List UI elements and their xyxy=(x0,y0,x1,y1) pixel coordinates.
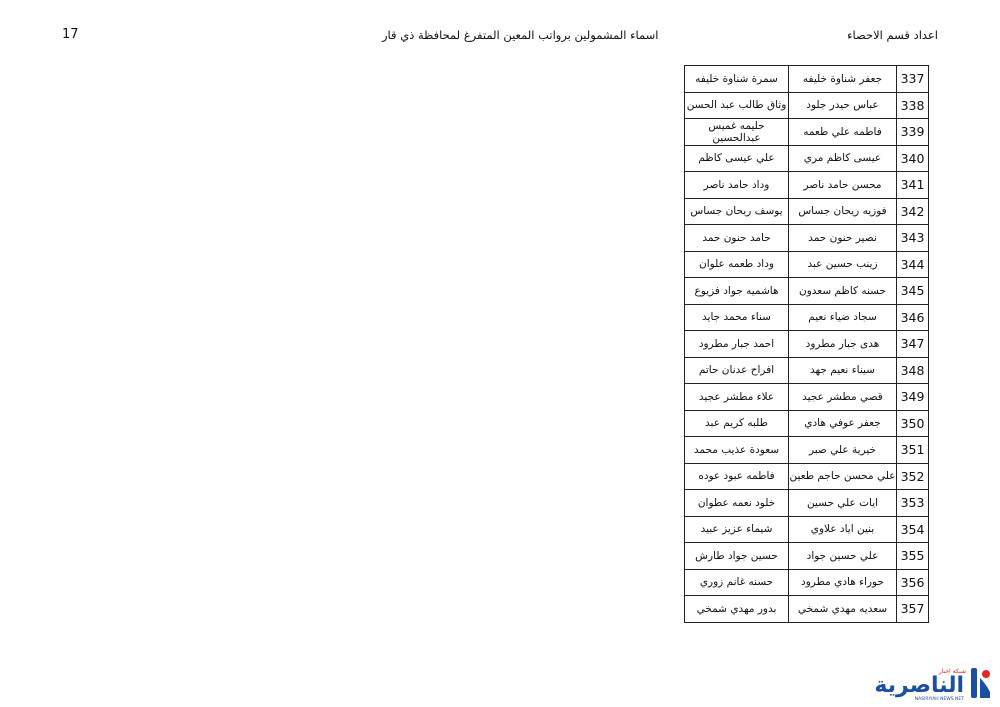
primary-name: فاطمه علي طعمه xyxy=(789,119,897,146)
row-number: 345 xyxy=(897,278,929,305)
row-number: 347 xyxy=(897,331,929,358)
row-number: 341 xyxy=(897,172,929,199)
table-row xyxy=(685,331,929,358)
primary-name: حوراء هادي مطرود xyxy=(789,569,897,596)
row-number: 342 xyxy=(897,198,929,225)
row-number: 346 xyxy=(897,304,929,331)
secondary-name: وثاق طالب عبد الحسن xyxy=(685,92,789,119)
table-row xyxy=(685,516,929,543)
table-row xyxy=(685,198,929,225)
table-row xyxy=(685,384,929,411)
secondary-name: خلود نعمه عطوان xyxy=(685,490,789,517)
row-number: 352 xyxy=(897,463,929,490)
primary-name: عباس حيدر جلود xyxy=(789,92,897,119)
secondary-name: حسنه غانم زوري xyxy=(685,569,789,596)
row-number: 338 xyxy=(897,92,929,119)
secondary-name: وداد حامد ناصر xyxy=(685,172,789,199)
secondary-name: شيماء عزيز عبيد xyxy=(685,516,789,543)
table-row xyxy=(685,251,929,278)
table-row xyxy=(685,543,929,570)
secondary-name: بدور مهدي شمخي xyxy=(685,596,789,623)
primary-name: خيرية علي صبر xyxy=(789,437,897,464)
secondary-name: وداد طعمه علوان xyxy=(685,251,789,278)
row-number: 348 xyxy=(897,357,929,384)
primary-name: حسنه كاظم سعدون xyxy=(789,278,897,305)
logo-dot-icon xyxy=(982,670,990,678)
table-row xyxy=(685,172,929,199)
logo-small-text: شبكة اخبار xyxy=(938,668,966,675)
row-number: 350 xyxy=(897,410,929,437)
table-row xyxy=(685,463,929,490)
row-number: 351 xyxy=(897,437,929,464)
primary-name: زينب حسين عبد xyxy=(789,251,897,278)
secondary-name: احمد جبار مطرود xyxy=(685,331,789,358)
header-title: اسماء المشمولين برواتب المعين المتفرغ لمحافظة ذي قار xyxy=(382,28,659,42)
page-header xyxy=(0,22,1000,46)
logo-main-text: الناصرية xyxy=(874,673,964,698)
primary-name: بنين اياد علاوي xyxy=(789,516,897,543)
primary-name: علي حسين جواد xyxy=(789,543,897,570)
table-row xyxy=(685,569,929,596)
secondary-name: افراح عدنان حاتم xyxy=(685,357,789,384)
primary-name: سجاد ضياء نعيم xyxy=(789,304,897,331)
table-row xyxy=(685,66,929,93)
row-number: 344 xyxy=(897,251,929,278)
table-row xyxy=(685,437,929,464)
logo-tower-icon xyxy=(971,668,977,698)
primary-name: سعديه مهدي شمخي xyxy=(789,596,897,623)
secondary-name: هاشميه جواد فزيوع xyxy=(685,278,789,305)
row-number: 349 xyxy=(897,384,929,411)
table-row xyxy=(685,225,929,252)
row-number: 355 xyxy=(897,543,929,570)
secondary-name: حسين جواد طارش xyxy=(685,543,789,570)
primary-name: جعفر شناوة خليفه xyxy=(789,66,897,93)
table-row xyxy=(685,278,929,305)
nasiriyah-news-logo xyxy=(862,662,1000,702)
table-row xyxy=(685,119,929,146)
row-number: 353 xyxy=(897,490,929,517)
row-number: 339 xyxy=(897,119,929,146)
secondary-name: فاطمه عبود عوده xyxy=(685,463,789,490)
row-number: 337 xyxy=(897,66,929,93)
table-row xyxy=(685,357,929,384)
header-department: اعداد قسم الاحصاء xyxy=(847,28,938,42)
row-number: 357 xyxy=(897,596,929,623)
secondary-name: سناء محمد جايد xyxy=(685,304,789,331)
primary-name: جعفر عوفي هادي xyxy=(789,410,897,437)
logo-en-text: NASIRIYAH NEWS NET xyxy=(914,697,964,702)
table-row xyxy=(685,304,929,331)
table-row xyxy=(685,490,929,517)
secondary-name: سمرة شناوة خليفه xyxy=(685,66,789,93)
row-number: 354 xyxy=(897,516,929,543)
row-number: 340 xyxy=(897,145,929,172)
table-row xyxy=(685,145,929,172)
primary-name: هدى جبار مطرود xyxy=(789,331,897,358)
primary-name: فوزيه ريحان جساس xyxy=(789,198,897,225)
secondary-name: علي عيسى كاظم xyxy=(685,145,789,172)
table-row xyxy=(685,410,929,437)
row-number: 356 xyxy=(897,569,929,596)
primary-name: عيسى كاظم مري xyxy=(789,145,897,172)
secondary-name: علاء مطشر عجيد xyxy=(685,384,789,411)
primary-name: نصير حنون حمد xyxy=(789,225,897,252)
primary-name: سيناء نعيم جهد xyxy=(789,357,897,384)
primary-name: ايات علي حسين xyxy=(789,490,897,517)
secondary-name: حليمه غميس عبدالحسين xyxy=(685,119,789,146)
primary-name: علي محسن حاجم طعين xyxy=(789,463,897,490)
page-number: 17 xyxy=(62,27,79,42)
secondary-name: حامد حنون حمد xyxy=(685,225,789,252)
table-row xyxy=(685,596,929,623)
secondary-name: يوسف ريحان جساس xyxy=(685,198,789,225)
row-number: 343 xyxy=(897,225,929,252)
secondary-name: سعودة عذيب محمد xyxy=(685,437,789,464)
secondary-name: طلبه كريم عبد xyxy=(685,410,789,437)
primary-name: محسن حامد ناصر xyxy=(789,172,897,199)
primary-name: قصي مطشر عجيد xyxy=(789,384,897,411)
names-table xyxy=(684,65,929,623)
table-row xyxy=(685,92,929,119)
